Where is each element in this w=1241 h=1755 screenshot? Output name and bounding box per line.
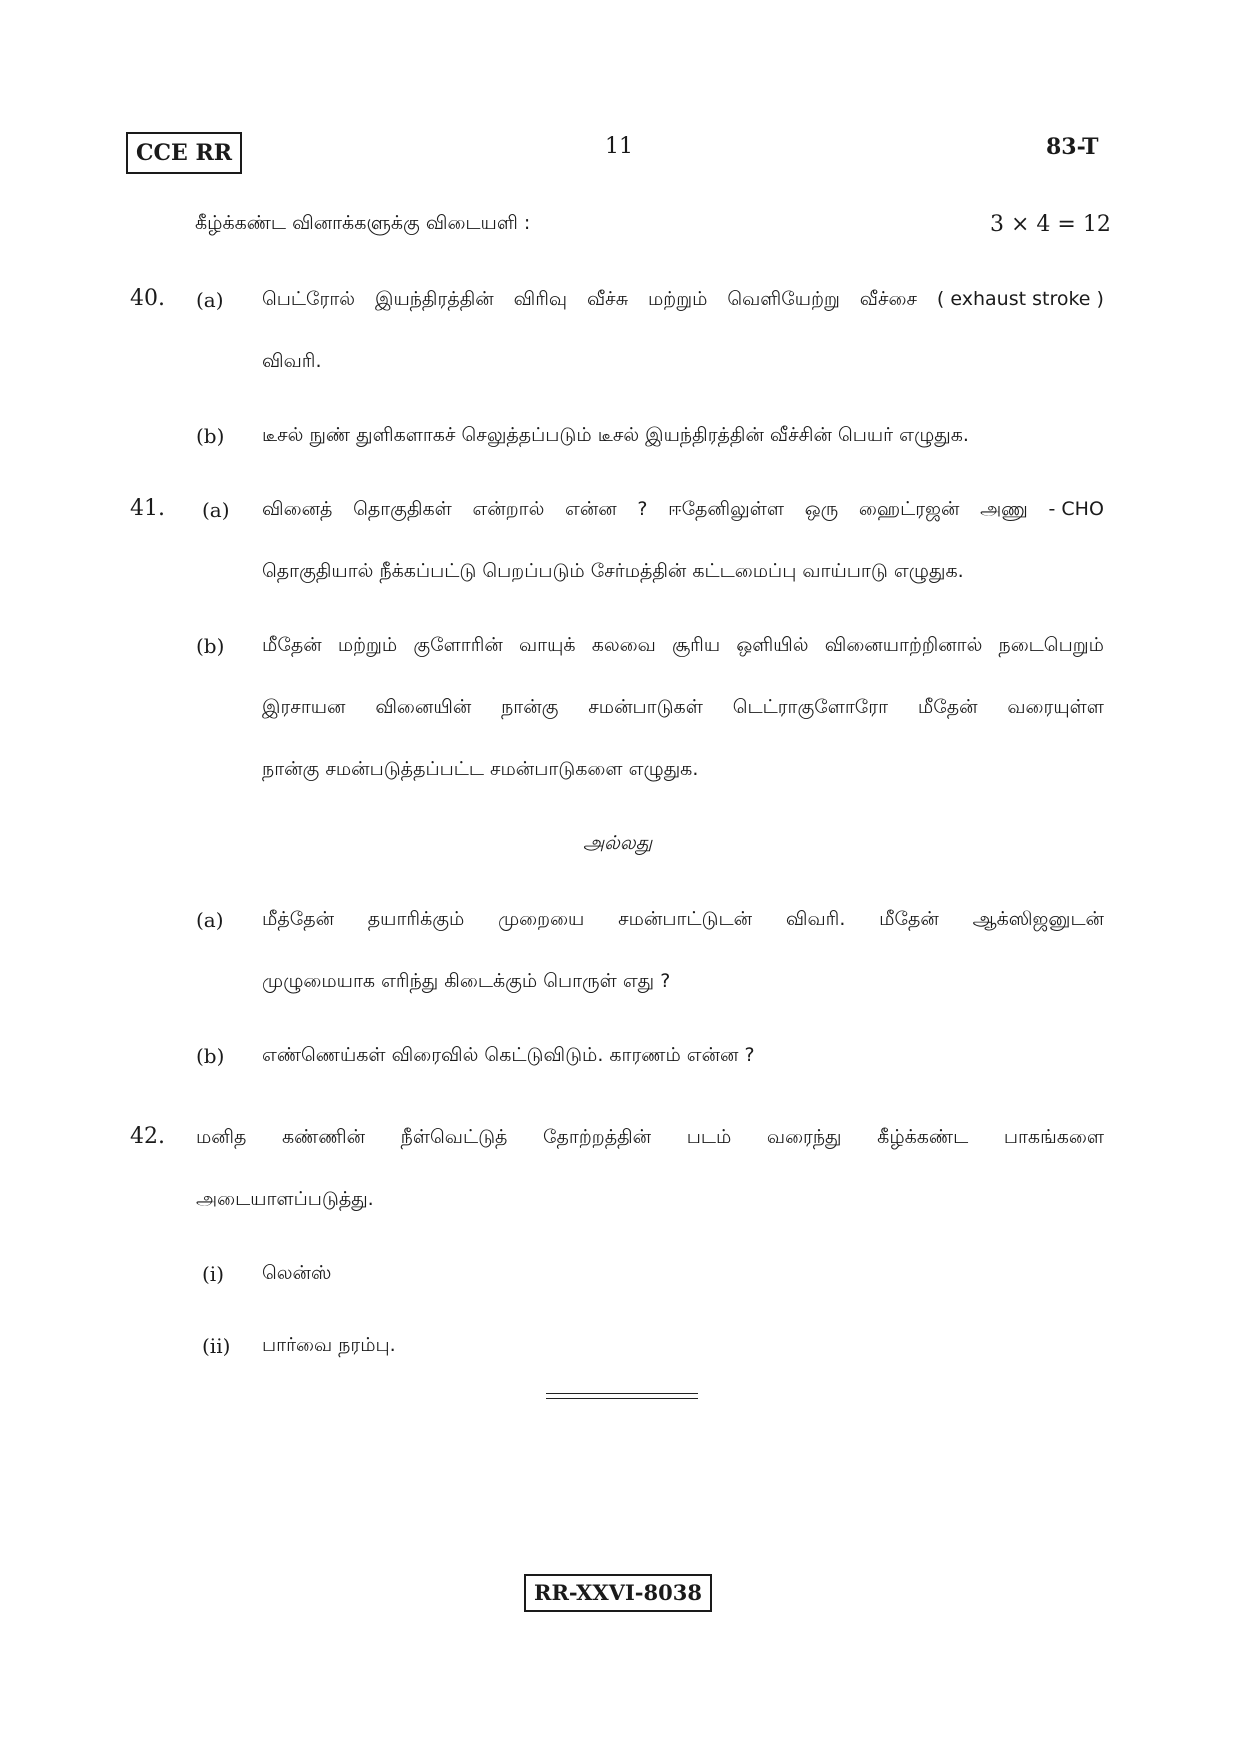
word: தோற்றத்தின் xyxy=(543,1126,652,1148)
word: ஒரு xyxy=(804,498,839,520)
or-divider-text: அல்லது xyxy=(583,832,653,854)
word: இரசாயன xyxy=(262,696,346,718)
word: தொகுதிகள் xyxy=(353,498,452,520)
question-41b-line1 xyxy=(262,634,1104,659)
question-42-line1 xyxy=(196,1126,1104,1151)
question-41-alt-b-line1: எண்ணெய்கள் விரைவில் கெட்டுவிடும். காரணம் என்ன ? xyxy=(262,1044,755,1066)
question-42-number: 42. xyxy=(130,1124,165,1149)
word: கண்ணின் xyxy=(282,1126,366,1148)
end-rule-bottom xyxy=(546,1398,698,1399)
word: மீதேன் xyxy=(262,634,322,656)
word: ஈதேனிலுள்ள xyxy=(668,498,785,520)
question-42-ii-label: (ii) xyxy=(202,1334,231,1358)
word: - CHO xyxy=(1048,498,1104,520)
question-40b-line1: டீசல் நுண் துளிகளாகச் செலுத்தப்படும் டீசல் இயந்திரத்தின் வீச்சின் பெயர் எழுதுக. xyxy=(262,424,969,446)
word: வீச்சு xyxy=(586,288,629,310)
word: விரிவு xyxy=(513,288,568,310)
word: மற்றும் xyxy=(337,634,398,656)
question-40-number: 40. xyxy=(130,286,165,311)
word: வினையின் xyxy=(375,696,472,718)
word: அணு xyxy=(980,498,1028,520)
word: வினைத் xyxy=(262,498,333,520)
word: ( exhaust stroke ) xyxy=(936,288,1104,310)
question-41-alt-a-line1 xyxy=(262,908,1104,933)
question-41-alt-a-label: (a) xyxy=(196,908,224,932)
question-41-number: 41. xyxy=(130,496,165,521)
header-left-box: CCE RR xyxy=(126,132,242,174)
question-40a-line2: விவரி. xyxy=(262,350,322,372)
word: நான்கு xyxy=(501,696,559,718)
paper-code: 83-T xyxy=(1046,134,1099,160)
word: ஹைட்ரஜன் xyxy=(858,498,960,520)
word: மனித xyxy=(196,1126,247,1148)
word: ஒளியில் xyxy=(736,634,809,656)
word: வீச்சை xyxy=(859,288,918,310)
word: மீத்தேன் xyxy=(262,908,335,930)
word: நீள்வெட்டுத் xyxy=(400,1126,508,1148)
instruction-text: கீழ்க்கண்ட வினாக்களுக்கு விடையளி : xyxy=(195,212,531,234)
question-40b-label: (b) xyxy=(196,424,225,448)
word: வரையுள்ள xyxy=(1007,696,1104,718)
word: வெளியேற்று xyxy=(727,288,840,310)
question-40a-label: (a) xyxy=(196,288,224,312)
word: வரைந்து xyxy=(766,1126,842,1148)
question-41b-label: (b) xyxy=(196,634,225,658)
word: குளோரின் xyxy=(413,634,503,656)
page-number: 11 xyxy=(605,134,633,159)
word: விவரி. xyxy=(785,908,846,930)
word: நடைபெறும் xyxy=(998,634,1104,656)
word: என்றால் xyxy=(472,498,545,520)
question-40a-line1 xyxy=(262,288,1104,313)
word: வினையாற்றினால் xyxy=(824,634,983,656)
question-41-alt-a-line2: முழுமையாக எரிந்து கிடைக்கும் பொருள் எது ? xyxy=(262,970,671,992)
question-41b-line3: நான்கு சமன்படுத்தப்பட்ட சமன்பாடுகளை எழுதுக. xyxy=(262,758,699,780)
question-41a-line1 xyxy=(262,498,1104,523)
word: சூரிய xyxy=(672,634,721,656)
question-42-ii-text: பார்வை நரம்பு. xyxy=(262,1334,396,1356)
word: சமன்பாட்டுடன் xyxy=(618,908,753,930)
word: ? xyxy=(637,498,648,520)
word: பாகங்களை xyxy=(1003,1126,1104,1148)
footer-code-box: RR-XXVI-8038 xyxy=(524,1574,712,1612)
word: மீதேன் xyxy=(917,696,978,718)
word: கீழ்க்கண்ட xyxy=(877,1126,969,1148)
end-rule-top xyxy=(546,1393,698,1394)
word: என்ன xyxy=(565,498,617,520)
marks-allocation: 3 × 4 = 12 xyxy=(990,212,1111,237)
question-41a-line2: தொகுதியால் நீக்கப்பட்டு பெறப்படும் சேர்மத்தின் கட்டமைப்பு வாய்பாடு எழுதுக. xyxy=(262,560,964,582)
word: முறையை xyxy=(498,908,585,930)
question-41a-label: (a) xyxy=(202,498,230,522)
word: டெட்ராகுளோரோ xyxy=(732,696,889,718)
word: பெட்ரோல் xyxy=(262,288,356,310)
word: ஆக்ஸிஜனுடன் xyxy=(972,908,1104,930)
question-42-i-text: லென்ஸ் xyxy=(262,1262,332,1284)
question-42-i-label: (i) xyxy=(202,1262,225,1286)
question-41-alt-b-label: (b) xyxy=(196,1044,225,1068)
word: மீதேன் xyxy=(879,908,939,930)
word: சமன்பாடுகள் xyxy=(588,696,703,718)
word: வாயுக் xyxy=(519,634,576,656)
word: மற்றும் xyxy=(648,288,708,310)
word: படம் xyxy=(686,1126,732,1148)
word: இயந்திரத்தின் xyxy=(374,288,494,310)
word: கலவை xyxy=(591,634,656,656)
question-42-line2: அடையாளப்படுத்து. xyxy=(196,1188,374,1210)
question-41b-line2 xyxy=(262,696,1104,721)
word: தயாரிக்கும் xyxy=(367,908,465,930)
